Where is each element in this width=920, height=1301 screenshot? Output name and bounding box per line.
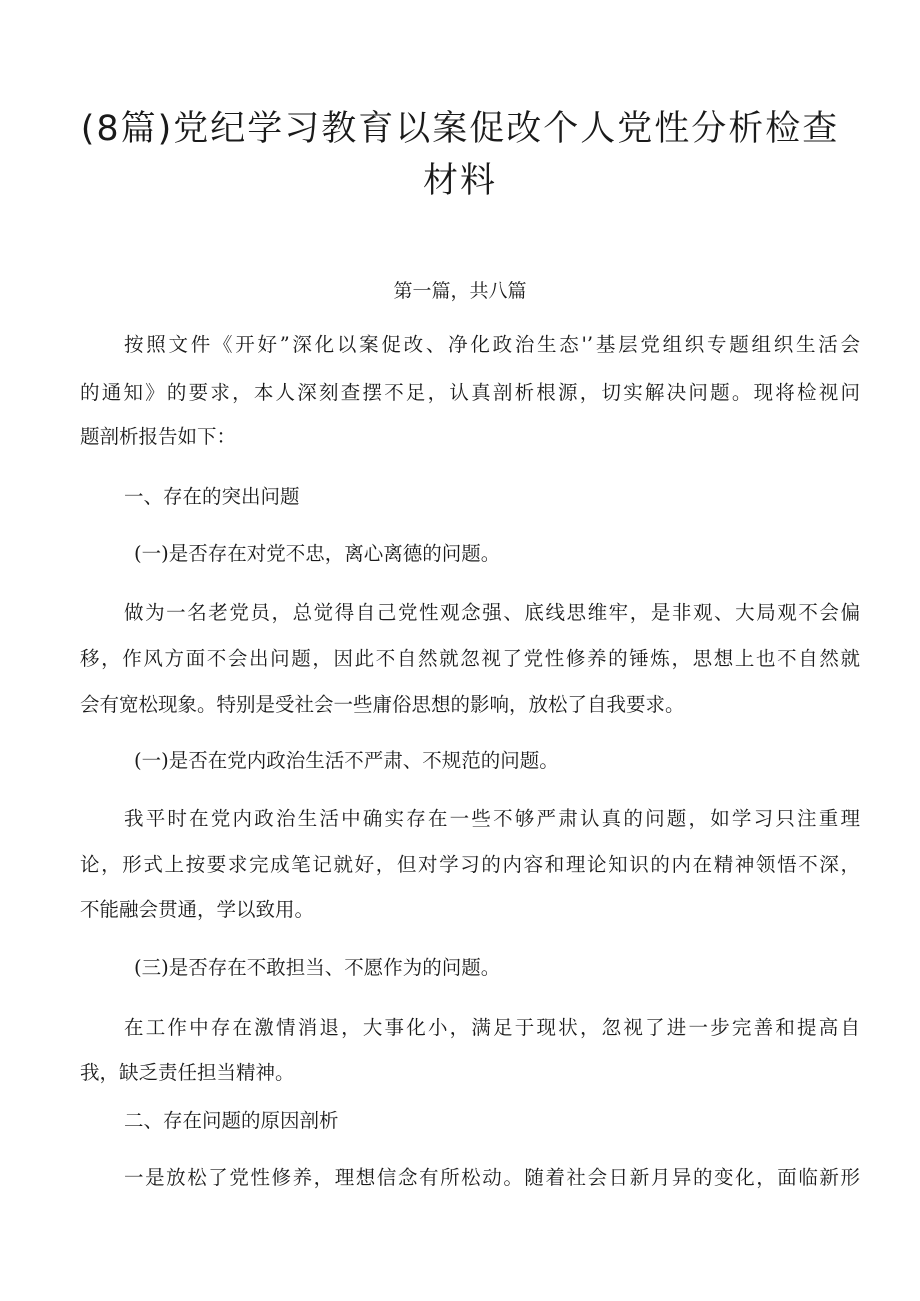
subsection-heading: (一)是否在党内政治生活不严肃、不规范的问题。: [134, 749, 559, 772]
section-heading: 一、存在的突出问题: [124, 485, 300, 508]
paragraph-line: 的通知》的要求，本人深刻查摆不足，认真剖析根源，切实解决问题。现将检视问: [80, 381, 860, 404]
paragraph-line: 题剖析报告如下：: [80, 425, 237, 448]
section-heading: 二、存在问题的原因剖析: [124, 1109, 339, 1132]
paragraph-line: 做为一名老党员，总觉得自己党性观念强、底线思维牢，是非观、大局观不会偏: [124, 601, 860, 624]
document-subtitle: 第一篇，共八篇: [393, 280, 527, 302]
paragraph-line: 我平时在党内政治生活中确实存在一些不够严肃认真的问题，如学习只注重理: [124, 807, 860, 830]
subsection-heading: (三)是否存在不敢担当、不愿作为的问题。: [134, 956, 501, 979]
paragraph-line: 不能融会贯通，学以致用。: [80, 898, 315, 921]
paragraph-line: 在工作中存在激情消退，大事化小，满足于现状，忽视了进一步完善和提高自: [124, 1016, 860, 1039]
paragraph-line: 一是放松了党性修养，理想信念有所松动。随着社会日新月异的变化，面临新形: [124, 1166, 860, 1189]
paragraph-line: 我，缺乏责任担当精神。: [80, 1061, 295, 1084]
paragraph-line: 会有宽松现象。特别是受社会一些庸俗思想的影响，放松了自我要求。: [80, 693, 685, 716]
paragraph-line: 论，形式上按要求完成笔记就好，但对学习的内容和理论知识的内在精神领悟不深，: [80, 853, 860, 876]
paragraph-line: 按照文件《开好”深化以案促改、净化政治生态'’基层党组织专题组织生活会: [124, 333, 860, 356]
document-title-line-2: 材料: [422, 161, 497, 201]
paragraph-line: 移，作风方面不会出问题，因此不自然就忽视了党性修养的锤炼，思想上也不自然就: [80, 647, 860, 670]
subsection-heading: (一)是否存在对党不忠，离心离德的问题。: [134, 542, 501, 565]
document-title-line-1: (8篇)党纪学习教育以案促改个人党性分析检查: [80, 109, 840, 149]
